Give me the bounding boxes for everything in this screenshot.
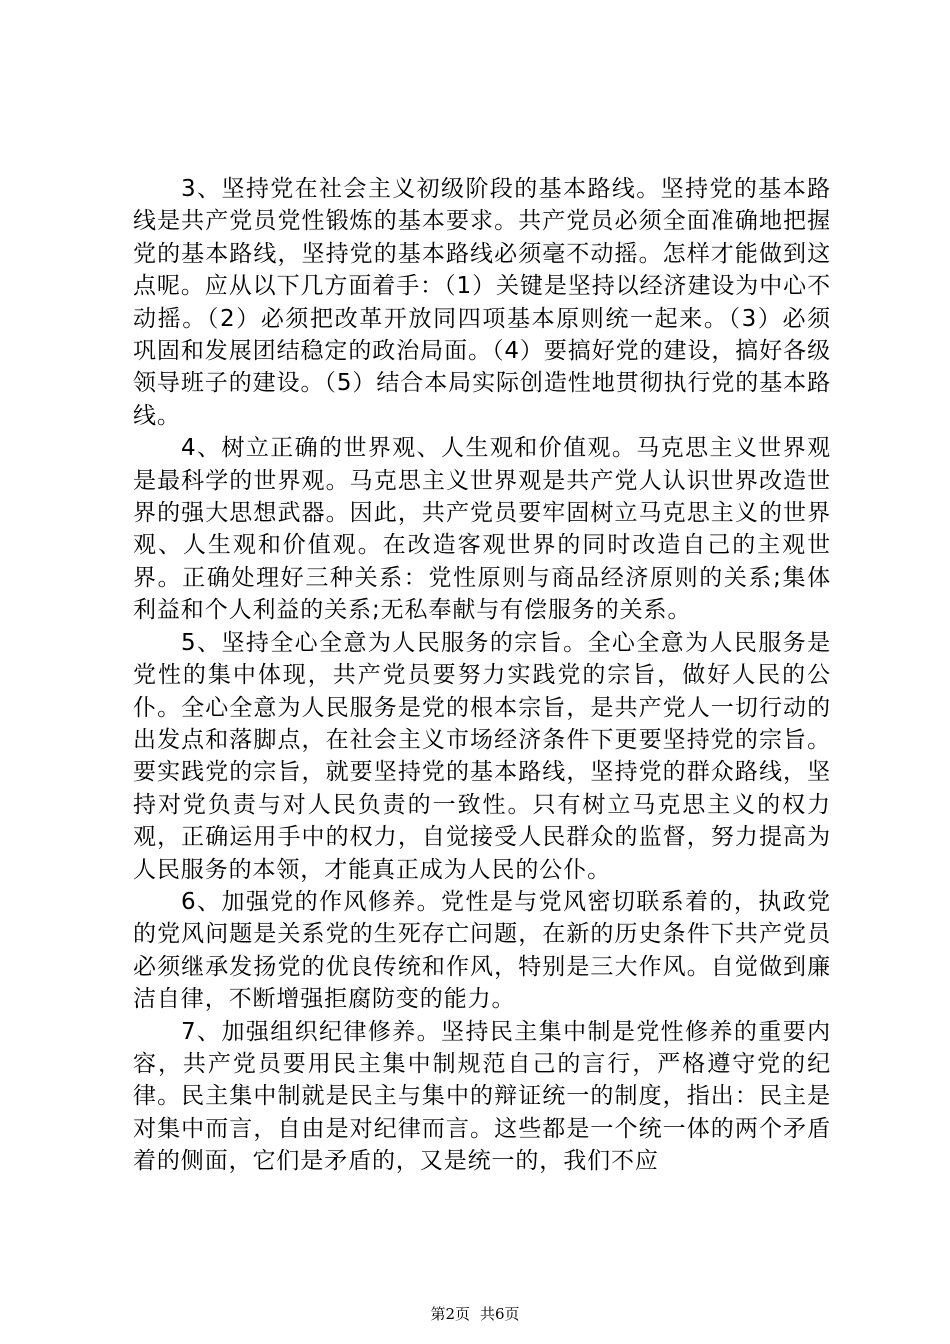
- page-number: 第2页: [430, 1305, 470, 1323]
- paragraph-discipline: 7、加强组织纪律修养。坚持民主集中制是党性修养的重要内容，共产党员要用民主集中制规范自己的言行，严格遵守党的纪律。民主集中制就是民主与集中的辩证统一的制度，指出：民主是对集中而言，自由是对纪律而言。这些都是一个统一体的两个矛盾着的侧面，它们是矛盾的，又是统一的，我们不应: [133, 1018, 831, 1175]
- page-footer: [0, 1304, 950, 1324]
- paragraph-serve-people: 5、坚持全心全意为人民服务的宗旨。全心全意为人民服务是党性的集中体现，共产党员要努力实践党的宗旨，做好人民的公仆。全心全意为人民服务是党的根本宗旨，是共产党人一切行动的出发点和落脚点，在社会主义市场经济条件下更要坚持党的宗旨。要实践党的宗旨，就要坚持党的基本路线，坚持党的群众路线，坚持对党负责与对人民负责的一致性。只有树立马克思主义的权力观，正确运用手中的权力，自觉接受人民群众的监督，努力提高为人民服务的本领，才能真正成为人民的公仆。: [133, 629, 831, 883]
- paragraph-worldview: 4、树立正确的世界观、人生观和价值观。马克思主义世界观是最科学的世界观。马克思主义世界观是共产党人认识世界改造世界的强大思想武器。因此，共产党员要牢固树立马克思主义的世界观、人生观和价值观。在改造客观世界的同时改造自己的主观世界。正确处理好三种关系：党性原则与商品经济原则的关系;集体利益和个人利益的关系;无私奉献与有偿服务的关系。: [133, 435, 831, 624]
- page-total: 共6页: [480, 1305, 520, 1323]
- paragraph-basic-line: 3、坚持党在社会主义初级阶段的基本路线。坚持党的基本路线是共产党员党性锻炼的基本要求。共产党员必须全面准确地把握党的基本路线，坚持党的基本路线必须毫不动摇。怎样才能做到这点呢。应从以下几方面着手：（1）关键是坚持以经济建设为中心不动摇。（2）必须把改革开放同四项基本原则统一起来。（3）必须巩固和发展团结稳定的政治局面。（4）要搞好党的建设，搞好各级领导班子的建设。（5）结合本局实际创造性地贯彻执行党的基本路线。: [133, 176, 831, 429]
- document-body: [133, 173, 831, 1178]
- paragraph-party-style: 6、加强党的作风修养。党性是与党风密切联系着的，执政党的党风问题是关系党的生死存亡问题，在新的历史条件下共产党员必须继承发扬党的优良传统和作风，特别是三大作风。自觉做到廉洁自律，不断增强拒腐防变的能力。: [133, 888, 831, 1013]
